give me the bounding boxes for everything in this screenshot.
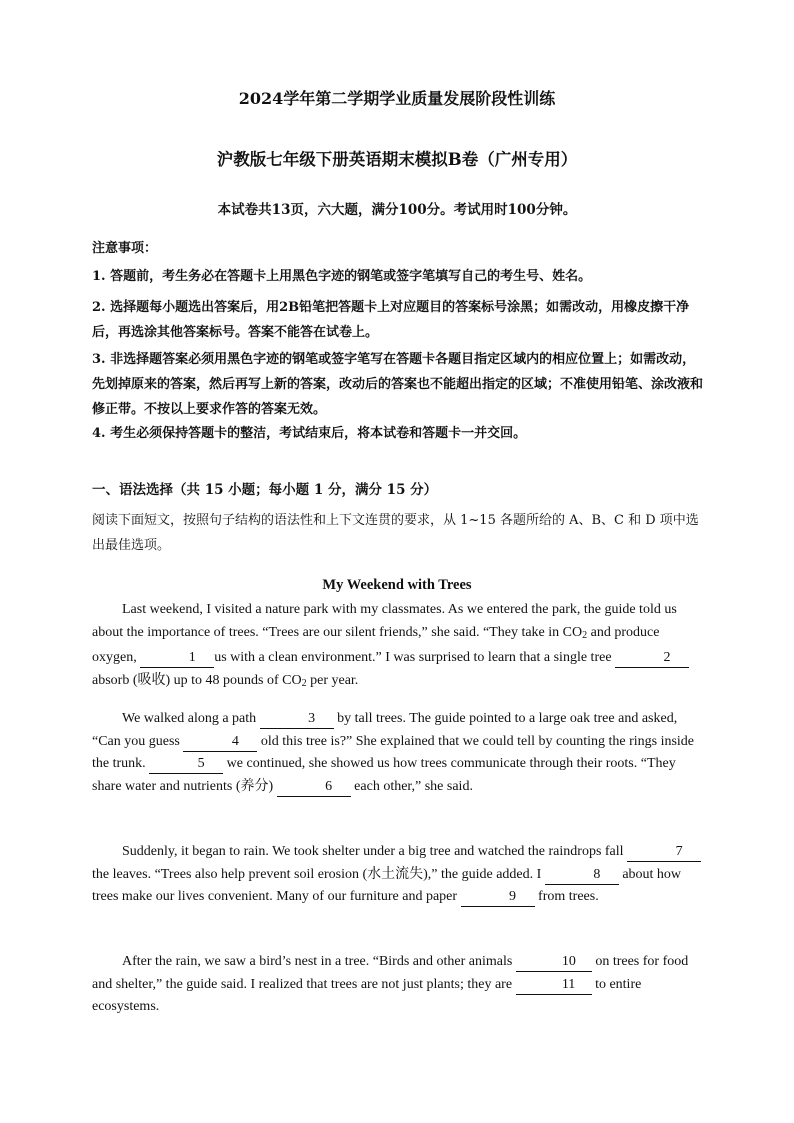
note-item-3: 3. 非选择题答案必须用黑色字迹的钢笔或签字笔写在答题卡各题目指定区域内的相应位置上；如需改动，先划掉原来的答案，然后再写上新的答案，改动后的答案也不能超出指定的区域；不准使用铅笔、涂改液和修正带。不按以上要求作答的答案无效。 [92,352,704,417]
notes-heading: 注意事项： [92,241,158,256]
note-item-1: 1. 答题前，考生务必在答题卡上用黑色字迹的钢笔或签字笔填写自己的考生号、姓名。 [92,269,592,284]
blank-6: 6 [277,778,351,797]
note-item-4: 4. 考生必须保持答题卡的整洁，考试结束后，将本试卷和答题卡一并交回。 [92,426,527,441]
blank-1: 1 [140,649,214,668]
blank-10: 10 [516,953,592,972]
exam-title: 2024学年第二学期学业质量发展阶段性训练 [238,89,556,108]
passage-paragraph-3: Suddenly, it began to rain. We took shelter under a big tree and watched the raindrops fall 7 the leaves. “Trees also help prevent soil erosion (水土流失),” the guide added. I 8 about how trees make our lives convenient. Many of our furniture and paper 9 from trees. [92,841,702,909]
blank-3: 3 [260,710,334,729]
blank-11: 11 [516,976,592,995]
blank-9: 9 [461,888,535,907]
exam-info: 本试卷共13页，六大题，满分100分。考试用时100分钟。 [217,202,577,218]
note-item-2: 2. 选择题每小题选出答案后，用2B铅笔把答题卡上对应题目的答案标号涂黑；如需改动，用橡皮擦干净后，再选涂其他答案标号。答案不能答在试卷上。 [92,300,690,340]
blank-2: 2 [615,649,689,668]
passage-paragraph-2: We walked along a path 3 by tall trees. The guide pointed to a large oak tree and asked, “Can you guess 4 old this tree is?” She explained that we could tell by counting the rings inside the trunk. 5 we continued, she showed us how trees communicate through their roots. “They share water and nutrients (养分) 6 each other,” she said. [92,708,702,798]
section-instruction: 阅读下面短文，按照句子结构的语法性和上下文连贯的要求，从 1~15 各题所给的 A、B、C 和 D 项中选出最佳选项。 [92,513,699,553]
blank-8: 8 [545,866,619,885]
blank-5: 5 [149,755,223,774]
exam-subtitle: 沪教版七年级下册英语期末模拟B卷（广州专用） [216,150,578,169]
passage-title: My Weekend with Trees [322,577,472,593]
passage-paragraph-1: Last weekend, I visited a nature park with my classmates. As we entered the park, the guide told us about the importance of trees. “Trees are our silent friends,” she said. “They take in $CO_2$ and produce oxygen, 1 us with a clean environment.” I was surprised to learn that a single tree 2 absorb (吸收) up to 48 pounds of $CO_2$ per year. [92,599,702,695]
blank-7: 7 [627,843,701,862]
blank-4: 4 [183,733,257,752]
passage-paragraph-4: After the rain, we saw a bird’s nest in a tree. “Birds and other animals 10 on trees for food and shelter,” the guide said. I realized that trees are not just plants; they are 11 to entire ecosystems. [92,954,689,1014]
section-title: 一、语法选择（共 15 小题；每小题 1 分，满分 15 分） [92,482,438,498]
